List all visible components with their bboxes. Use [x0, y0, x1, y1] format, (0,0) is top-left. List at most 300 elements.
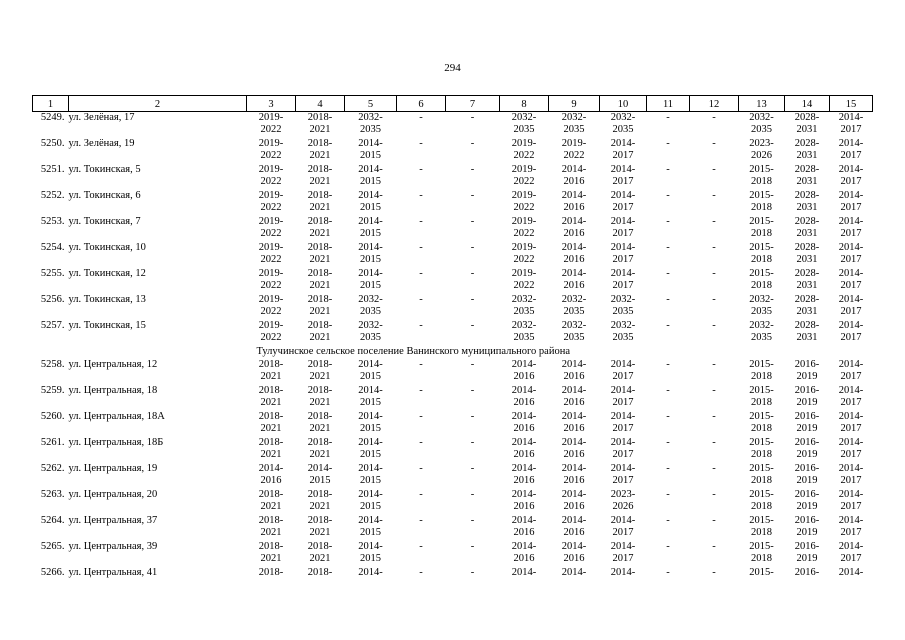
cell-col-6: - — [419, 268, 423, 279]
cell-col-15 — [830, 190, 873, 216]
cell-col-11: - — [666, 515, 670, 526]
period-part: 2032- — [511, 294, 537, 305]
period-part: 2028- — [794, 112, 820, 123]
period-part: 2015 — [360, 475, 381, 486]
cell-col-9 — [549, 216, 600, 242]
period-part: 2015- — [749, 541, 774, 552]
period-part: 2035 — [360, 306, 381, 317]
period-part: 2014- — [610, 359, 636, 370]
cell-col-4 — [296, 216, 345, 242]
period-part: 2017 — [840, 254, 862, 265]
period-part: 2021 — [309, 527, 331, 538]
cell-col-13 — [739, 463, 785, 489]
period-part: 2021 — [309, 124, 331, 135]
period-part: 2018- — [307, 320, 333, 331]
period-part: 2021 — [309, 397, 331, 408]
period-part: 2016 — [563, 449, 585, 460]
cell-col-9 — [549, 138, 600, 164]
period-part: 2035 — [513, 124, 535, 135]
cell-col-9 — [549, 489, 600, 515]
period-part: 2018- — [307, 294, 333, 305]
period-part: 2028- — [794, 268, 820, 279]
cell-col-7: - — [470, 359, 475, 370]
period-part: 2014- — [561, 437, 587, 448]
cell-col-8 — [500, 567, 549, 593]
row-number: 5254. — [40, 242, 65, 253]
period-part: 2015- — [749, 463, 774, 474]
row-number: 5263. — [40, 489, 65, 500]
period-part: 2018 — [751, 254, 772, 265]
row-number: 5265. — [40, 541, 65, 552]
cell-col-5 — [345, 541, 397, 567]
period-part: 2028- — [794, 190, 820, 201]
cell-col-3 — [247, 242, 296, 268]
period-part: 2014- — [610, 190, 636, 201]
cell-col-3 — [247, 411, 296, 437]
cell-col-15 — [830, 463, 873, 489]
period-part: 2015 — [360, 371, 381, 382]
period-part: 2026 — [751, 150, 772, 161]
period-part: 2017 — [612, 449, 634, 460]
period-part: 2014- — [561, 541, 587, 552]
col-header: 15 — [830, 96, 873, 112]
period-part: 2018- — [307, 242, 333, 253]
period-part: 2021 — [309, 553, 331, 564]
period-part: 2018- — [307, 359, 333, 370]
cell-col-11: - — [666, 541, 670, 552]
period-part: 2015 — [360, 254, 381, 265]
period-part: 2014- — [610, 216, 636, 227]
period-part: 2016- — [794, 463, 820, 474]
period-part: 2022 — [513, 254, 535, 265]
table-row — [33, 216, 873, 242]
period-part: 2016 — [260, 475, 282, 486]
table-row — [33, 242, 873, 268]
period-part: 2015 — [309, 475, 331, 486]
cell-col-10 — [600, 216, 647, 242]
cell-col-3 — [247, 164, 296, 190]
table-body-a — [33, 112, 873, 347]
period-part: 2019 — [796, 423, 818, 434]
period-part: 2014- — [610, 463, 636, 474]
period-part: 2017 — [840, 397, 862, 408]
cell-col-14 — [785, 463, 830, 489]
period-part: 2028- — [794, 320, 820, 331]
table-row — [33, 489, 873, 515]
cell-col-11: - — [666, 463, 670, 474]
period-part: 2014- — [358, 489, 383, 500]
table-row — [33, 567, 873, 593]
cell-col-12: - — [712, 216, 716, 227]
period-part: 2021 — [260, 501, 282, 512]
period-part: 2019- — [511, 242, 537, 253]
period-part: 2018- — [307, 112, 333, 123]
period-part: 2014- — [838, 268, 864, 279]
cell-col-7: - — [470, 385, 475, 396]
address-cell: ул. Токинская, 5 — [68, 164, 141, 175]
period-part: 2019- — [258, 216, 284, 227]
row-number: 5249. — [40, 112, 65, 123]
period-part: 2021 — [309, 423, 331, 434]
period-part: 2018 — [751, 371, 772, 382]
cell-col-3 — [247, 463, 296, 489]
period-part: 2019- — [258, 138, 284, 149]
period-part: 2017 — [840, 228, 862, 239]
cell-col-4 — [296, 320, 345, 346]
period-part: 2028- — [794, 294, 820, 305]
period-part: 2018- — [307, 164, 333, 175]
cell-col-5 — [345, 359, 397, 385]
period-part: 2014- — [610, 541, 636, 552]
period-part: 2035 — [612, 306, 634, 317]
cell-col-7: - — [470, 489, 475, 500]
cell-col-13 — [739, 411, 785, 437]
period-part: 2018 — [751, 397, 772, 408]
period-part: 2021 — [309, 280, 331, 291]
cell-col-10 — [600, 138, 647, 164]
cell-col-5 — [345, 138, 397, 164]
cell-col-6: - — [419, 385, 423, 396]
cell-col-14 — [785, 541, 830, 567]
cell-col-5 — [345, 294, 397, 320]
period-part: 2022 — [260, 228, 282, 239]
cell-col-9 — [549, 437, 600, 463]
period-part: 2021 — [309, 449, 331, 460]
row-number: 5266. — [40, 567, 65, 578]
cell-col-8 — [500, 320, 549, 346]
period-part: 2021 — [309, 371, 331, 382]
cell-col-12: - — [712, 411, 716, 422]
period-part: 2035 — [563, 332, 585, 343]
cell-col-6: - — [419, 320, 423, 331]
table-row — [33, 138, 873, 164]
period-part: 2014- — [358, 437, 383, 448]
cell-col-9 — [549, 242, 600, 268]
period-part: 2021 — [309, 332, 331, 343]
period-part: 2017 — [840, 176, 862, 187]
cell-col-10 — [600, 515, 647, 541]
period-part: 2014- — [561, 567, 587, 578]
cell-col-9 — [549, 515, 600, 541]
period-part: 2016 — [563, 397, 585, 408]
period-part: 2022 — [513, 228, 535, 239]
period-part: 2014- — [610, 164, 636, 175]
period-part: 2015 — [360, 280, 381, 291]
period-part: 2014- — [561, 268, 587, 279]
cell-col-9 — [549, 541, 600, 567]
period-part: 2031 — [796, 306, 818, 317]
row-number: 5257. — [40, 320, 65, 331]
table-row — [33, 190, 873, 216]
cell-col-10 — [600, 567, 647, 593]
cell-col-12: - — [712, 268, 716, 279]
period-part: 2021 — [309, 501, 331, 512]
cell-col-5 — [345, 112, 397, 139]
cell-col-3 — [247, 437, 296, 463]
col-header: 1 — [33, 96, 69, 112]
period-part: 2017 — [612, 371, 634, 382]
cell-col-13 — [739, 294, 785, 320]
period-part: 2014- — [511, 359, 537, 370]
period-part: 2035 — [751, 124, 772, 135]
cell-col-14 — [785, 216, 830, 242]
period-part: 2016 — [513, 501, 535, 512]
period-part: 2022 — [260, 202, 282, 213]
cell-col-8 — [500, 268, 549, 294]
period-part: 2018- — [258, 411, 284, 422]
cell-col-3 — [247, 385, 296, 411]
period-part: 2015 — [360, 449, 381, 460]
table-row — [33, 541, 873, 567]
cell-col-8 — [500, 242, 549, 268]
period-part: 2016 — [513, 397, 535, 408]
cell-col-5 — [345, 489, 397, 515]
period-part: 2014- — [511, 411, 537, 422]
cell-col-13 — [739, 385, 785, 411]
address-cell: ул. Центральная, 18Б — [68, 437, 164, 448]
period-part: 2028- — [794, 164, 820, 175]
period-part: 2014- — [610, 385, 636, 396]
cell-col-13 — [739, 164, 785, 190]
cell-col-5 — [345, 385, 397, 411]
period-part: 2021 — [309, 228, 331, 239]
cell-col-12: - — [712, 242, 716, 253]
period-part: 2018- — [307, 190, 333, 201]
period-part: 2028- — [794, 138, 820, 149]
period-part: 2019- — [258, 294, 284, 305]
cell-col-11: - — [666, 216, 670, 227]
period-part: 2017 — [612, 397, 634, 408]
cell-col-12: - — [712, 294, 716, 305]
period-part: 2018- — [258, 541, 284, 552]
period-part: 2016- — [794, 489, 820, 500]
period-part: 2015 — [360, 527, 381, 538]
cell-col-8 — [500, 437, 549, 463]
period-part: 2018- — [258, 385, 284, 396]
period-part: 2016 — [513, 449, 535, 460]
period-part: 2014- — [307, 463, 333, 474]
period-part: 2016 — [563, 501, 585, 512]
row-number: 5252. — [40, 190, 65, 201]
period-part: 2022 — [260, 176, 282, 187]
period-part: 2014- — [838, 489, 864, 500]
cell-col-7: - — [470, 567, 475, 578]
cell-col-3 — [247, 515, 296, 541]
cell-col-10 — [600, 385, 647, 411]
cell-col-14 — [785, 359, 830, 385]
period-part: 2014- — [561, 242, 587, 253]
cell-col-6: - — [419, 359, 423, 370]
cell-col-5 — [345, 190, 397, 216]
period-part: 2035 — [612, 124, 634, 135]
period-part: 2017 — [840, 332, 862, 343]
period-part: 2016- — [794, 437, 820, 448]
period-part: 2015- — [749, 190, 774, 201]
period-part: 2014- — [561, 489, 587, 500]
period-part: 2014- — [838, 541, 864, 552]
col-header: 5 — [345, 96, 397, 112]
period-part: 2018- — [258, 359, 284, 370]
cell-col-12: - — [712, 320, 716, 331]
cell-col-13 — [739, 138, 785, 164]
data-table — [32, 95, 873, 593]
period-part: 2018 — [751, 475, 772, 486]
col-header: 3 — [247, 96, 296, 112]
period-part: 2014- — [838, 294, 864, 305]
period-part: 2035 — [751, 306, 772, 317]
period-part: 2015- — [749, 411, 774, 422]
address-cell: ул. Центральная, 18А — [68, 411, 165, 422]
address-cell: ул. Центральная, 19 — [68, 463, 158, 474]
cell-col-15 — [830, 164, 873, 190]
cell-col-6: - — [419, 567, 423, 578]
cell-col-6: - — [419, 541, 423, 552]
period-part: 2015- — [749, 359, 774, 370]
period-part: 2014- — [358, 411, 383, 422]
col-header: 11 — [647, 96, 690, 112]
period-part: 2014- — [838, 138, 864, 149]
cell-col-14 — [785, 385, 830, 411]
cell-col-11: - — [666, 164, 670, 175]
cell-col-5 — [345, 437, 397, 463]
cell-col-11: - — [666, 242, 670, 253]
period-part: 2014- — [838, 190, 864, 201]
table-row — [33, 437, 873, 463]
cell-col-12: - — [712, 489, 716, 500]
period-part: 2017 — [612, 202, 634, 213]
period-part: 2031 — [796, 332, 818, 343]
period-part: 2016 — [563, 280, 585, 291]
period-part: 2021 — [260, 449, 282, 460]
period-part: 2014- — [838, 320, 864, 331]
cell-col-7: - — [470, 242, 475, 253]
period-part: 2032- — [749, 294, 774, 305]
period-part: 2016 — [513, 553, 535, 564]
cell-col-7: - — [470, 411, 475, 422]
cell-col-14 — [785, 164, 830, 190]
table-row — [33, 164, 873, 190]
period-part: 2014- — [561, 411, 587, 422]
cell-col-6: - — [419, 216, 423, 227]
period-part: 2019- — [511, 216, 537, 227]
table-row — [33, 463, 873, 489]
period-part: 2017 — [840, 371, 862, 382]
cell-col-13 — [739, 190, 785, 216]
cell-col-4 — [296, 294, 345, 320]
col-header: 4 — [296, 96, 345, 112]
address-cell: ул. Центральная, 20 — [68, 489, 158, 500]
period-part: 2019 — [796, 553, 818, 564]
period-part: 2015- — [749, 164, 774, 175]
address-cell: ул. Токинская, 7 — [68, 216, 141, 227]
period-part: 2014- — [838, 385, 864, 396]
cell-col-11: - — [666, 567, 670, 578]
period-part: 2017 — [612, 176, 634, 187]
address-cell: ул. Центральная, 12 — [68, 359, 158, 370]
page-number: 294 — [444, 62, 461, 74]
cell-col-15 — [830, 411, 873, 437]
period-part: 2018- — [307, 216, 333, 227]
cell-col-7: - — [470, 515, 475, 526]
period-part: 2035 — [563, 306, 585, 317]
period-part: 2014- — [838, 437, 864, 448]
cell-col-10 — [600, 294, 647, 320]
period-part: 2015- — [749, 437, 774, 448]
cell-col-3 — [247, 489, 296, 515]
row-number: 5262. — [40, 463, 65, 474]
period-part: 2014- — [358, 359, 383, 370]
cell-col-11: - — [666, 320, 670, 331]
period-part: 2032- — [561, 294, 587, 305]
period-part: 2019- — [258, 320, 284, 331]
cell-col-8 — [500, 385, 549, 411]
cell-col-4 — [296, 138, 345, 164]
section-title: Тулучинское сельское поселение Ванинского муниципального района — [256, 346, 570, 357]
cell-col-3 — [247, 541, 296, 567]
period-part: 2016 — [563, 176, 585, 187]
cell-col-7: - — [470, 541, 475, 552]
cell-col-13 — [739, 268, 785, 294]
cell-col-6: - — [419, 190, 423, 201]
cell-col-15 — [830, 437, 873, 463]
cell-col-4 — [296, 385, 345, 411]
row-number: 5259. — [40, 385, 65, 396]
cell-col-13 — [739, 242, 785, 268]
period-part: 2023- — [610, 489, 636, 500]
cell-col-13 — [739, 359, 785, 385]
cell-col-9 — [549, 385, 600, 411]
cell-col-12: - — [712, 463, 716, 474]
table-row — [33, 411, 873, 437]
cell-col-9 — [549, 463, 600, 489]
cell-col-14 — [785, 138, 830, 164]
period-part: 2021 — [309, 150, 331, 161]
period-part: 2015- — [749, 489, 774, 500]
period-part: 2014- — [838, 515, 864, 526]
period-part: 2017 — [840, 475, 862, 486]
cell-col-10 — [600, 268, 647, 294]
period-part: 2019- — [561, 138, 587, 149]
period-part: 2022 — [513, 280, 535, 291]
col-header: 2 — [69, 96, 247, 112]
cell-col-6: - — [419, 138, 423, 149]
period-part: 2015 — [360, 228, 381, 239]
period-part: 2022 — [563, 150, 585, 161]
row-number: 5256. — [40, 294, 65, 305]
cell-col-4 — [296, 359, 345, 385]
table-row — [33, 294, 873, 320]
cell-col-5 — [345, 216, 397, 242]
cell-col-10 — [600, 489, 647, 515]
col-header: 13 — [739, 96, 785, 112]
period-part: 2018 — [751, 501, 772, 512]
period-part: 2017 — [612, 150, 634, 161]
period-part: 2017 — [840, 150, 862, 161]
period-part: 2018- — [307, 138, 333, 149]
period-part: 2018- — [307, 515, 333, 526]
period-part: 2016 — [563, 202, 585, 213]
period-part: 2014- — [358, 515, 383, 526]
cell-col-11: - — [666, 437, 670, 448]
period-part: 2022 — [513, 202, 535, 213]
address-cell: ул. Зелёная, 17 — [68, 112, 135, 123]
cell-col-9 — [549, 190, 600, 216]
period-part: 2035 — [360, 332, 381, 343]
period-part: 2014- — [838, 359, 864, 370]
period-part: 2019 — [796, 371, 818, 382]
period-part: 2032- — [511, 112, 537, 123]
period-part: 2014- — [358, 190, 383, 201]
